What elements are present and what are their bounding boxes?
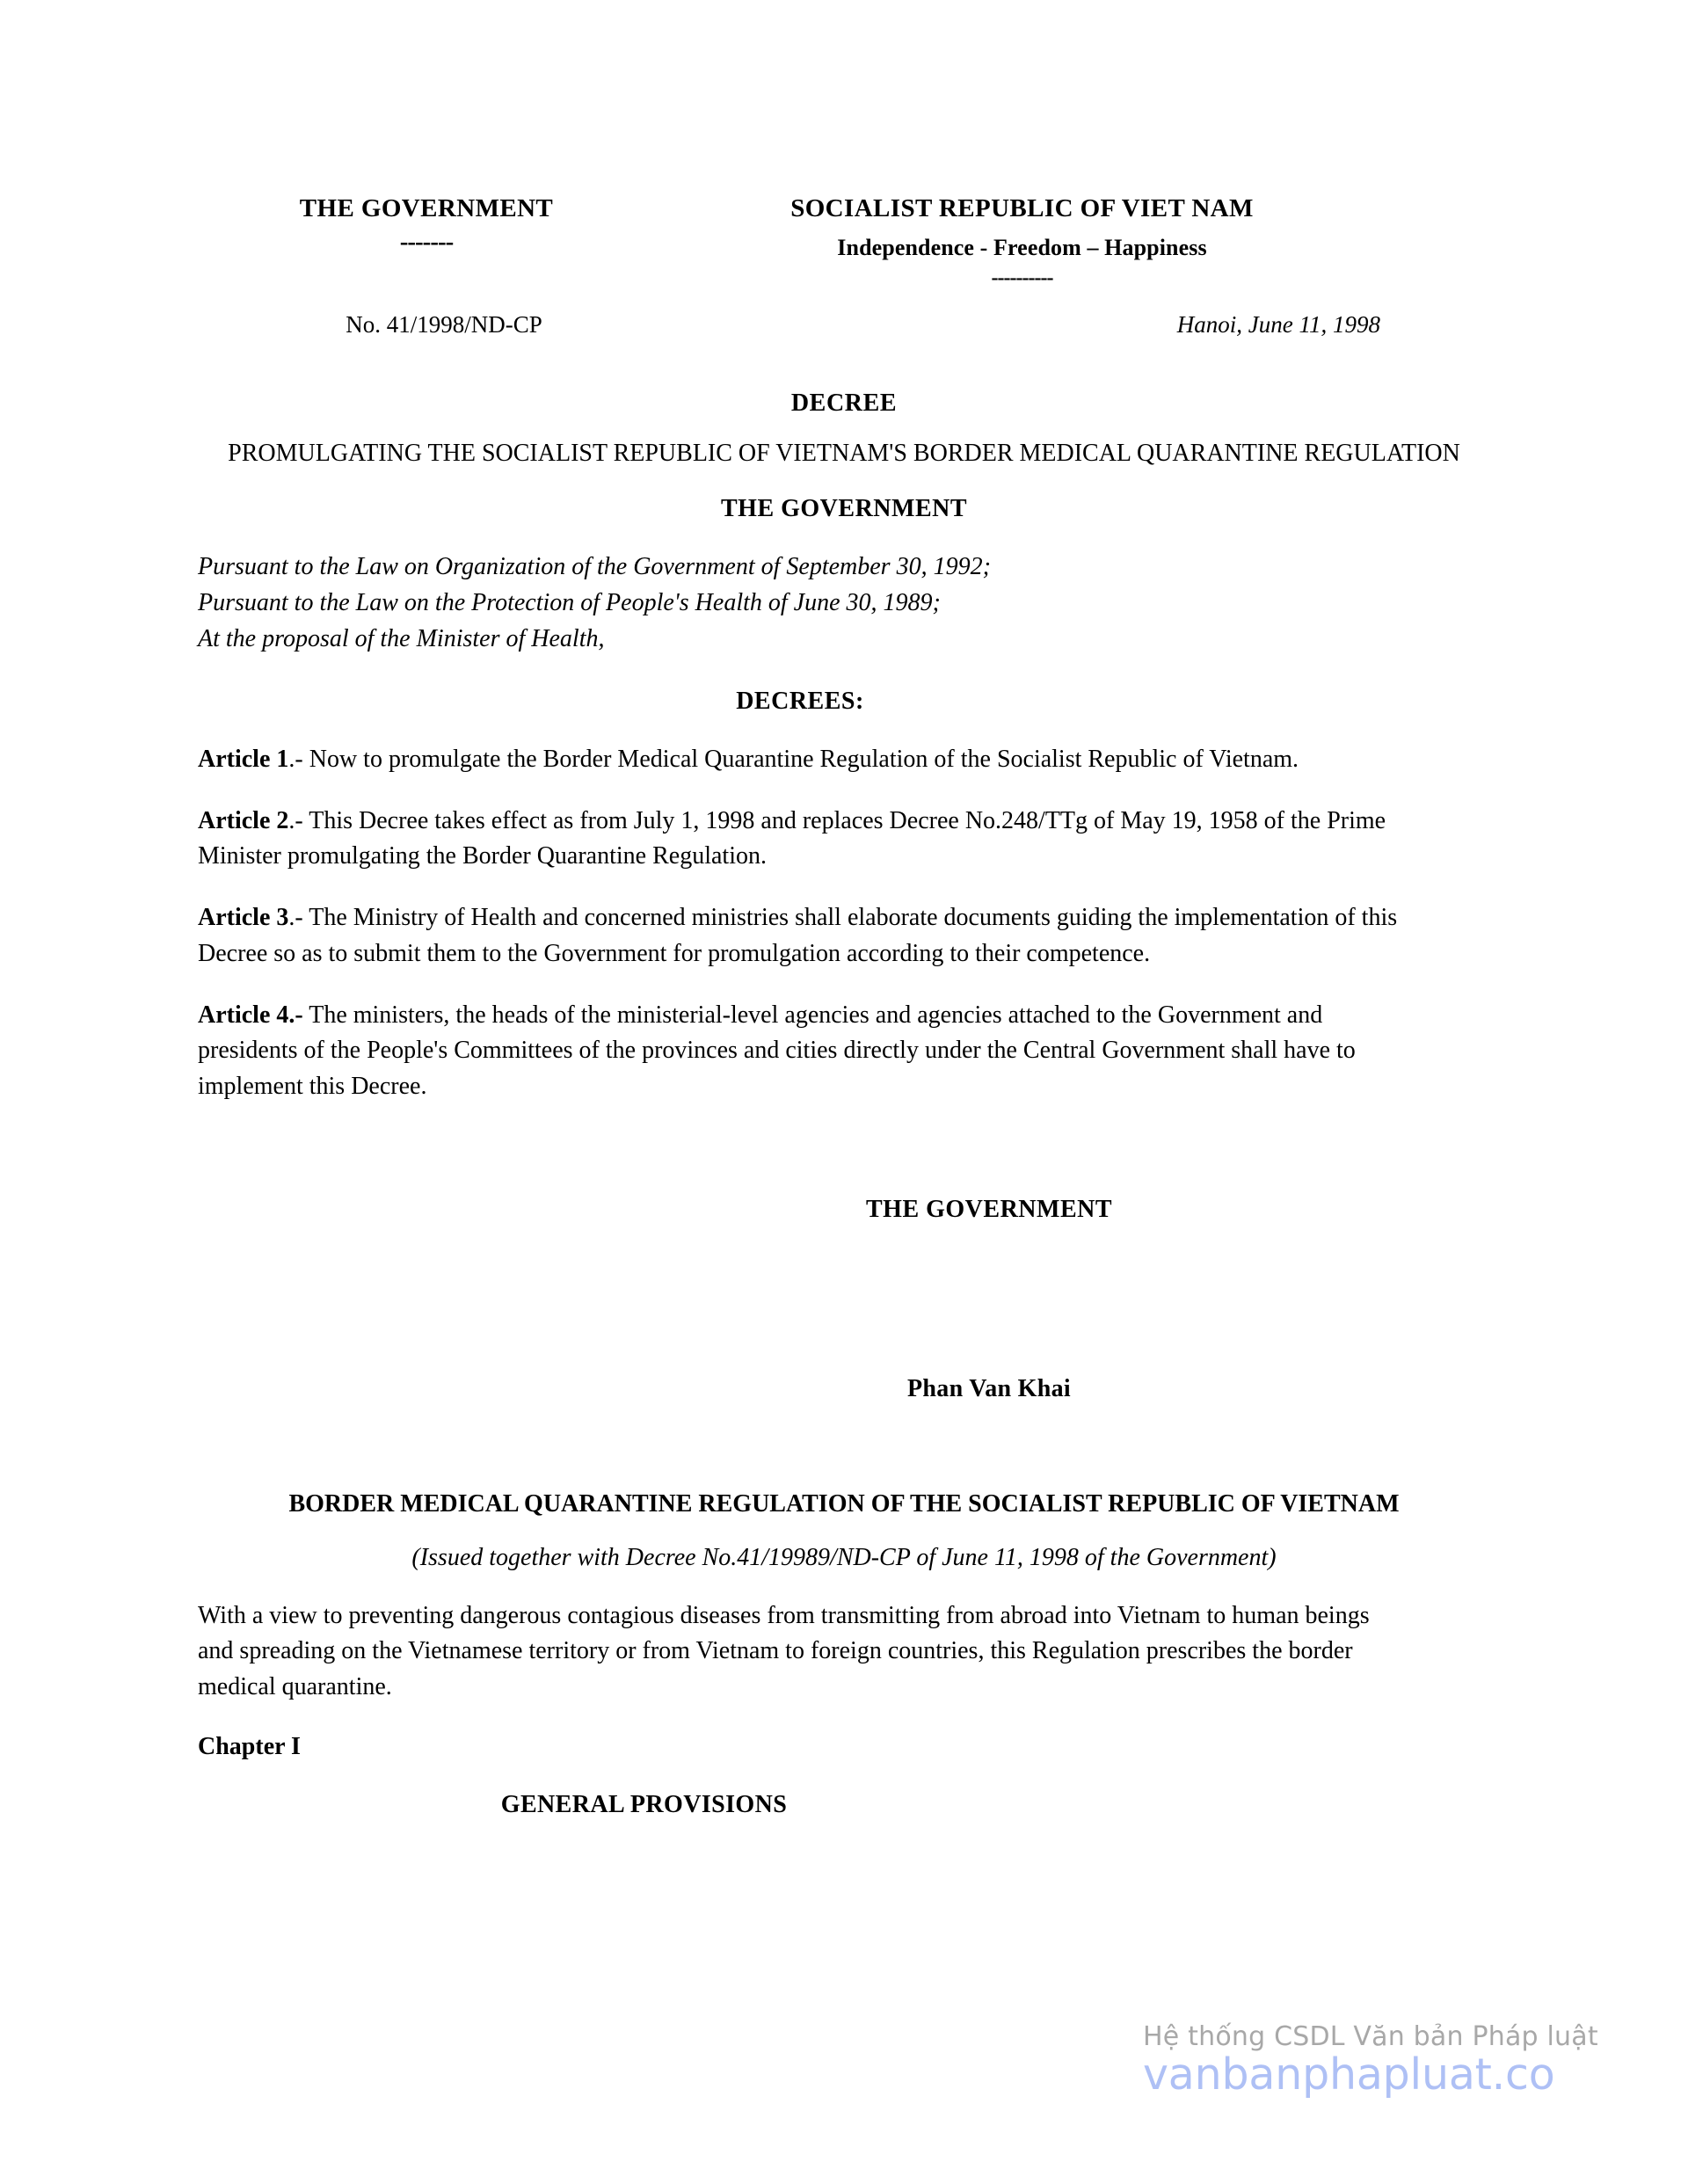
pursuant-clause: Pursuant to the Law on Organization of the Government of September 30, 1992;: [198, 552, 991, 580]
document-number: No. 41/1998/ND-CP: [346, 310, 542, 338]
article-paragraph: [198, 900, 1402, 972]
decrees-label: DECREES:: [736, 687, 864, 715]
header-left-column: [198, 192, 655, 257]
watermark-domain: vanbanphapluat.co: [1143, 2049, 1555, 2100]
article-number: Article 1: [198, 745, 289, 773]
article-separator: .-: [288, 745, 309, 773]
article-number: Article 4.-: [198, 1001, 303, 1030]
regulation-title: BORDER MEDICAL QUARANTINE REGULATION OF THE SOCIALIST REPUBLIC OF VIETNAM: [288, 1490, 1400, 1518]
header-right-column: [655, 192, 1389, 290]
decree-issuer-heading: THE GOVERNMENT: [720, 494, 968, 522]
country-name: SOCIALIST REPUBLIC OF VIET NAM: [790, 194, 1254, 222]
article-paragraph: [198, 742, 1402, 777]
number-date-row: [0, 309, 1688, 340]
article-text: The ministers, the heads of the ministerial-level agencies and agencies attached to the Government and presidents of the People's Committees of the provinces and cities directly under the Central Government shall have to implement this Decree.: [198, 1001, 1356, 1100]
place-and-date: Hanoi, June 11, 1998: [1176, 310, 1380, 338]
decree-title-block: [0, 389, 1688, 523]
issuing-authority: THE GOVERNMENT: [299, 194, 554, 222]
article-paragraph: [198, 804, 1402, 875]
pursuant-clauses: [198, 550, 1402, 658]
pursuant-clause: Pursuant to the Law on the Protection of People's Health of June 30, 1989;: [198, 588, 941, 616]
decree-body: [0, 550, 1688, 1104]
authority-divider: -------: [399, 228, 454, 257]
regulation-issued-note: (Issued together with Decree No.41/19989/ND-CP of June 11, 1998 of the Government): [411, 1544, 1277, 1572]
document-header: [0, 0, 1688, 290]
signer-name: Phan Van Khai: [907, 1375, 1071, 1403]
watermark-tagline: Hệ thống CSDL Văn bản Pháp luật: [1143, 2021, 1598, 2052]
article-separator: .-: [288, 806, 309, 834]
decree-subject: PROMULGATING THE SOCIALIST REPUBLIC OF VIETNAM'S BORDER MEDICAL QUARANTINE REGULATION: [228, 439, 1460, 467]
article-text: This Decree takes effect as from July 1, 1998 and replaces Decree No.248/TTg of May 19, 1958 of the Prime Minister promulgating the Border Quarantine Regulation.: [198, 806, 1386, 870]
motto-divider: ----------: [991, 266, 1053, 290]
article-number: Article 3: [198, 904, 289, 932]
chapter-label: Chapter I: [198, 1733, 301, 1761]
pursuant-clause: At the proposal of the Minister of Health,: [198, 624, 605, 652]
site-watermark: [1143, 2021, 1670, 2100]
article-paragraph: [198, 998, 1402, 1104]
article-text: The Ministry of Health and concerned ministries shall elaborate documents guiding the implementation of this Decree so as to submit them to the Government for promulgation according to their competence.: [198, 904, 1398, 967]
regulation-preamble: With a view to preventing dangerous contagious diseases from transmitting from abroad into Vietnam to human beings and spreading on the Vietnamese territory or from Vietnam to foreign countries, this Regulation prescribes the border medical quarantine.: [198, 1602, 1370, 1700]
signature-authority: THE GOVERNMENT: [865, 1196, 1113, 1224]
decree-label: DECREE: [790, 389, 898, 417]
article-number: Article 2: [198, 806, 289, 834]
chapter-title: GENERAL PROVISIONS: [500, 1791, 788, 1819]
article-text: Now to promulgate the Border Medical Quarantine Regulation of the Socialist Republic of Vietnam.: [309, 745, 1299, 773]
national-motto: Independence - Freedom – Happiness: [837, 235, 1207, 261]
article-separator: .-: [288, 904, 309, 932]
